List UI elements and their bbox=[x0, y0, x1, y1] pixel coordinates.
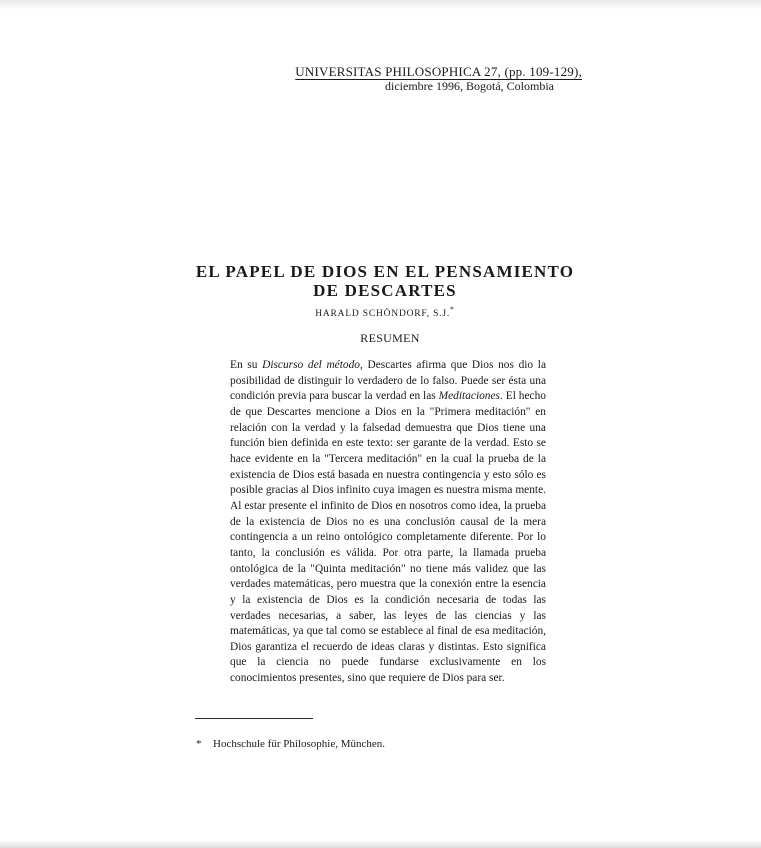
abstract-text-3: . El hecho de que Descartes mencione a Dios en la "Primera meditación" en relación con la verdad y la falsedad demuestra que Dios tiene una función bien definida en este texto: ser garante de la verdad. Esto se hace evidente en la "Tercera meditación" en la cual la prueba de la existencia de Dios está basada en nuestra contingencia y esto sólo es posible gracias al Dios infinito cuya imagen es nuestra misma mente. Al estar presente el infinito de Dios en nosotros como idea, la prueba de la existencia de Dios no es una conclusión causal de la mera contingencia a un reino ontológico completamente diferente. Por lo tanto, la conclusión es válida. Por otra parte, la llamada prueba ontológica de la "Quinta meditación" no tiene más validez que las verdades matemáticas, pero muestra que la conexión entre la esencia y la existencia de Dios es la condición necesaria de todas las verdades necesarias, a saber, las leyes de las ciencias y las matemáticas, ya que tal como se establece al final de esa meditación, Dios garantiza el recuerdo de ideas claras y distintas. Esto significa que la ciencia no puede fundarse exclusivamente en los conocimientos presentes, sino que requiere de Dios para ser. bbox=[230, 390, 546, 685]
author-byline bbox=[230, 305, 540, 319]
publication-date-place: diciembre 1996, Bogotá, Colombia bbox=[385, 79, 554, 93]
footnote-text: Hochschule für Philosophie, München. bbox=[213, 738, 385, 750]
author-footnote-marker: * bbox=[450, 305, 455, 314]
abstract-italic-meditaciones: Meditaciones bbox=[438, 390, 500, 403]
article-title-line-2: DE DESCARTES bbox=[313, 281, 457, 300]
footnote bbox=[196, 738, 546, 750]
abstract-text-2: , Descartes afirma que Dios nos dio la posibilidad de distinguir lo verdadero de lo falso. Puede ser ésta una condición previa para buscar la verdad en las bbox=[230, 359, 546, 403]
article-title bbox=[190, 262, 580, 300]
abstract-body bbox=[230, 358, 546, 687]
scan-edge-top bbox=[0, 0, 761, 10]
abstract-text-1: En su bbox=[230, 359, 263, 371]
footnote-separator bbox=[195, 718, 313, 719]
article-title-line-1: EL PAPEL DE DIOS EN EL PENSAMIENTO bbox=[195, 262, 575, 281]
abstract-heading: RESUMEN bbox=[360, 331, 420, 345]
journal-citation: UNIVERSITAS PHILOSOPHICA 27, (pp. 109-129), bbox=[295, 64, 582, 79]
footnote-marker: * bbox=[196, 738, 202, 750]
scan-edge-bottom bbox=[0, 840, 761, 848]
author-name: HARALD SCHÖNDORF, S.J. bbox=[315, 309, 451, 320]
abstract-italic-discurso: Discurso del método bbox=[262, 359, 360, 371]
